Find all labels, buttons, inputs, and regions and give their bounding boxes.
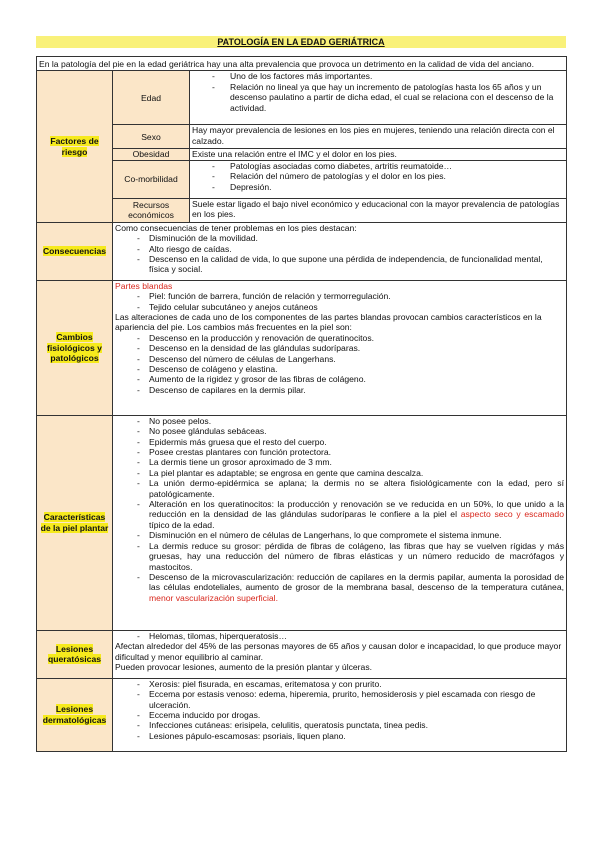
list-item: - Aumento de la rigidez y grosor de las fibras de colágeno.	[115, 374, 564, 384]
list-item: - Epidermis más gruesa que el resto del cuerpo.	[115, 437, 564, 447]
recursos-row	[37, 198, 567, 222]
comorbilidad-content	[190, 160, 567, 198]
obesidad-row	[37, 149, 567, 160]
list-item: - Infecciones cutáneas: erisipela, celulitis, queratosis punctata, tinea pedis.	[115, 720, 564, 730]
list-item: - No posee pelos.	[115, 416, 564, 426]
list-item: - Lesiones pápulo-escamosas: psoriais, liquen plano.	[115, 731, 564, 741]
highlight-text: menor vascularización superficial.	[149, 592, 278, 603]
recursos-label: Recursos económicos	[113, 198, 190, 222]
cambios-paragraph: Las alteraciones de cada uno de los componentes de las partes blandas provocan cambios característicos en la apariencia del pie. Los cambios más frecuentes en la piel son:	[115, 312, 542, 333]
list-item: - Disminución en el número de células de Langerhans, lo que compromete el sistema inmune.	[115, 530, 564, 540]
list-item: - Disminución de la movilidad.	[115, 233, 564, 243]
obesidad-label: Obesidad	[113, 149, 190, 160]
list-item: - Descenso de colágeno y elastina.	[115, 364, 564, 374]
edad-content	[190, 71, 567, 125]
consecuencias-content	[113, 222, 567, 280]
caracteristicas-row	[37, 415, 567, 630]
dermatologicas-row	[37, 678, 567, 751]
cambios-row	[37, 280, 567, 415]
queratosicas-row	[37, 630, 567, 678]
list-item: - La unión dermo-epidérmica se aplana; la dermis no se altera fisiológicamente con la edad, pero sí patológicamente.	[115, 478, 564, 499]
queratosicas-label: Lesiones queratósicas	[37, 630, 113, 678]
consecuencias-intro: Como consecuencias de tener problemas en los pies destacan:	[115, 222, 357, 233]
list-item: - Tejido celular subcutáneo y anejos cutáneos	[115, 302, 564, 312]
intro-text: En la patología del pie en la edad geriátrica hay una alta prevalencia que provoca un detrimento en la calidad de vida del anciano.	[37, 57, 567, 71]
list-item: - Alto riesgo de caídas.	[115, 244, 564, 254]
list-item: - Descenso de la microvascularización: reducción de capilares en la dermis papilar, aumenta la porosidad de las células endoteliales, aumento de grosor de la membrana basal, descenso de la temperatura cutánea, menor vascularización superficial.	[115, 572, 564, 603]
factores-label: Factores de riesgo	[37, 71, 113, 222]
recursos-content: Suele estar ligado el bajo nivel económico y educacional con la mayor prevalencia de patologías en los pies.	[190, 198, 567, 222]
list-item: - Depresión.	[192, 182, 564, 192]
page-title: PATOLOGÍA EN LA EDAD GERIÁTRICA	[36, 36, 566, 48]
list-item: - Descenso del número de células de Langerhans.	[115, 354, 564, 364]
caracteristicas-label: Características de la piel plantar	[37, 415, 113, 630]
highlight-text: aspecto seco y escamado	[460, 509, 564, 520]
list-item: - Alteración en los queratinocitos: la producción y renovación se ve reducida en un 50%, lo que unido a la reducción en la densidad de las glándulas sudoríparas le confiere a la piel el aspecto seco y escamado típico de la edad.	[115, 499, 564, 530]
consecuencias-label: Consecuencias	[37, 222, 113, 280]
sexo-row	[37, 125, 567, 149]
obesidad-content: Existe una relación entre el IMC y el dolor en los pies.	[190, 149, 567, 160]
list-item: - La dermis tiene un grosor aproximado de 3 mm.	[115, 457, 564, 467]
list-item: - No posee glándulas sebáceas.	[115, 426, 564, 436]
list-item: - Piel: función de barrera, función de relación y termorregulación.	[115, 291, 564, 301]
list-item: - Xerosis: piel fisurada, en escamas, eritematosa y con prurito.	[115, 679, 564, 689]
partes-blandas-heading: Partes blandas	[115, 280, 173, 291]
comorbilidad-label: Co-morbilidad	[113, 160, 190, 198]
list-item: - Relación del número de patologías y el dolor en los pies.	[192, 171, 564, 181]
list-item: - Patologías asociadas como diabetes, artritis reumatoide…	[192, 161, 564, 171]
list-item: - La piel plantar es adaptable; se engrosa en gente que camina descalza.	[115, 468, 564, 478]
consecuencias-row	[37, 222, 567, 280]
sexo-content: Hay mayor prevalencia de lesiones en los pies en mujeres, teniendo una relación directa con el calzado.	[190, 125, 567, 149]
list-item: - Eccema por estasis venoso: edema, hiperemia, prurito, hemosiderosis y piel escamada con riesgo de ulceración.	[115, 689, 564, 710]
edad-label: Edad	[113, 71, 190, 125]
list-item: - Descenso de capilares en la dermis pilar.	[115, 385, 564, 395]
list-item: - Relación no lineal ya que hay un incremento de patologías hasta los 65 años y un descenso paulatino a partir de dicha edad, el cual se relaciona con el descenso de la actividad.	[192, 82, 564, 113]
list-item: - Descenso en la producción y renovación de queratinocitos.	[115, 333, 564, 343]
list-item: - La dermis reduce su grosor: pérdida de fibras de colágeno, las fibras que hay se vuelven rígidas y más gruesas, hay una reducción del número de fibras elásticas y un número reducido de macrófagos y mastocitos.	[115, 541, 564, 572]
list-item: - Posee crestas plantares con función protectora.	[115, 447, 564, 457]
cambios-label: Cambios fisiológicos y patológicos	[37, 280, 113, 415]
caracteristicas-content	[113, 415, 567, 630]
comorbilidad-row	[37, 160, 567, 198]
list-item: - Descenso en la densidad de las glándulas sudoríparas.	[115, 343, 564, 353]
dermatologicas-label: Lesiones dermatológicas	[37, 678, 113, 751]
dermatologicas-content	[113, 678, 567, 751]
queratosicas-text2: Pueden provocar lesiones, aumento de la presión plantar y úlceras.	[115, 662, 373, 673]
intro-row	[37, 57, 567, 71]
list-item: - Helomas, tilomas, hiperqueratosis…	[115, 631, 564, 641]
list-item: - Descenso en la calidad de vida, lo que supone una pérdida de independencia, de funcionalidad mental, física y social.	[115, 254, 564, 275]
queratosicas-content	[113, 630, 567, 678]
list-item: - Eccema inducido por drogas.	[115, 710, 564, 720]
list-item: - Uno de los factores más importantes.	[192, 71, 564, 81]
sexo-label: Sexo	[113, 125, 190, 149]
content-table	[36, 56, 567, 752]
queratosicas-text1: Afectan alrededor del 45% de las personas mayores de 65 años y causan dolor e incapacidad, lo que produce mayor dificultad y menor equilibrio al caminar.	[115, 641, 562, 662]
edad-row	[37, 71, 567, 125]
cambios-content	[113, 280, 567, 415]
